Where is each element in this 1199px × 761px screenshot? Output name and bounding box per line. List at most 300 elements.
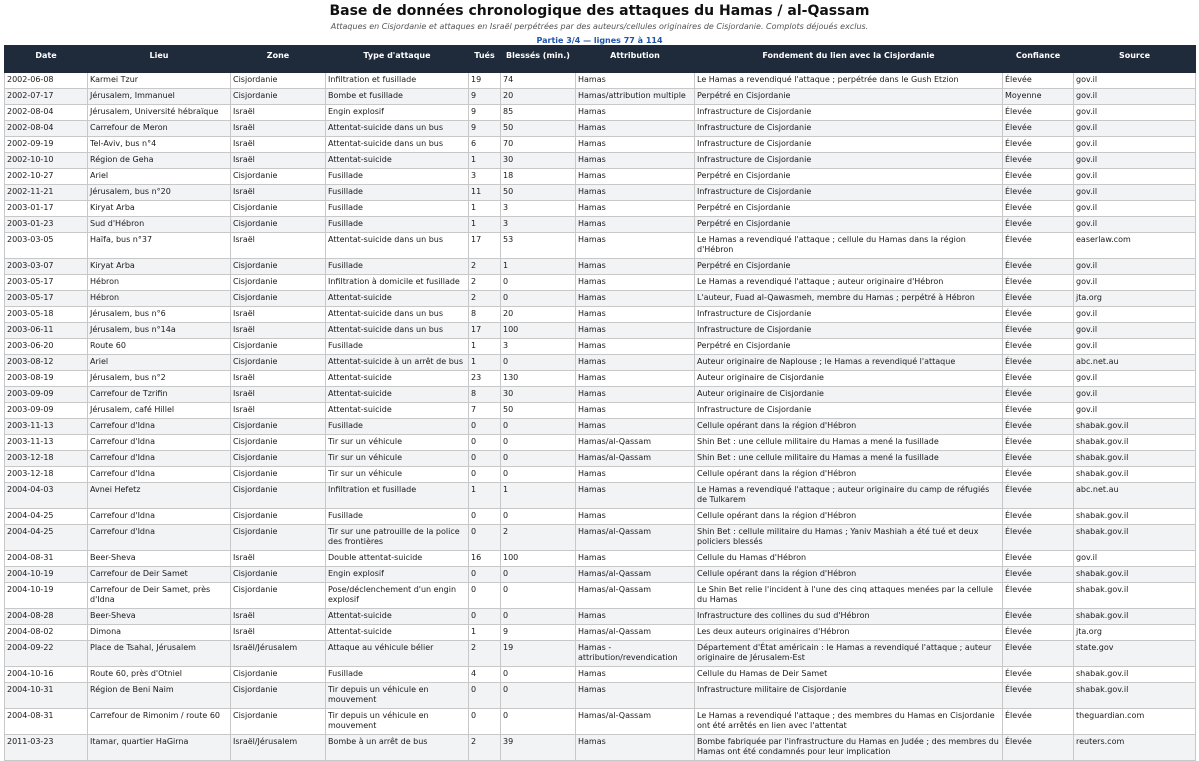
cell-date: 2002-08-04 [5, 121, 88, 137]
cell-attribution: Hamas [576, 105, 695, 121]
cell-zone: Cisjordanie [231, 339, 326, 355]
cell-fondement: Le Shin Bet relie l'incident à l'une des cinq attaques menées par la cellule du Hamas [695, 583, 1003, 609]
cell-type-attaque: Infiltration à domicile et fusillade [326, 275, 469, 291]
cell-blesses: 20 [501, 89, 576, 105]
cell-zone: Cisjordanie [231, 583, 326, 609]
cell-lieu: Carrefour de Deir Samet, près d'Idna [88, 583, 231, 609]
cell-blesses: 53 [501, 233, 576, 259]
table-row [5, 307, 1196, 323]
cell-tues: 0 [469, 683, 501, 709]
cell-fondement: Les deux auteurs originaires d'Hébron [695, 625, 1003, 641]
table-row [5, 339, 1196, 355]
column-header-source: Source [1074, 46, 1196, 73]
cell-fondement: Infrastructure de Cisjordanie [695, 121, 1003, 137]
table-row [5, 185, 1196, 201]
cell-attribution: Hamas/attribution multiple [576, 89, 695, 105]
cell-confiance: Élevée [1003, 217, 1074, 233]
attacks-table-container [4, 45, 1195, 761]
cell-attribution: Hamas [576, 483, 695, 509]
cell-source: abc.net.au [1074, 483, 1196, 509]
cell-fondement: Auteur originaire de Cisjordanie [695, 371, 1003, 387]
cell-source: shabak.gov.il [1074, 667, 1196, 683]
table-row [5, 451, 1196, 467]
column-header-fondement: Fondement du lien avec la Cisjordanie [695, 46, 1003, 73]
cell-attribution: Hamas - attribution/revendication [576, 641, 695, 667]
cell-date: 2004-10-31 [5, 683, 88, 709]
cell-tues: 0 [469, 567, 501, 583]
cell-source: gov.il [1074, 137, 1196, 153]
cell-type-attaque: Fusillade [326, 169, 469, 185]
cell-date: 2003-01-17 [5, 201, 88, 217]
cell-confiance: Élevée [1003, 709, 1074, 735]
cell-lieu: Ariel [88, 169, 231, 185]
cell-zone: Cisjordanie [231, 73, 326, 89]
column-header-confiance: Confiance [1003, 46, 1074, 73]
table-row [5, 169, 1196, 185]
cell-source: state.gov [1074, 641, 1196, 667]
cell-type-attaque: Attentat-suicide [326, 371, 469, 387]
cell-type-attaque: Tir sur un véhicule [326, 467, 469, 483]
cell-blesses: 0 [501, 683, 576, 709]
table-row [5, 641, 1196, 667]
cell-tues: 9 [469, 105, 501, 121]
cell-lieu: Kiryat Arba [88, 259, 231, 275]
cell-tues: 2 [469, 641, 501, 667]
cell-fondement: Perpétré en Cisjordanie [695, 259, 1003, 275]
cell-fondement: Infrastructure de Cisjordanie [695, 403, 1003, 419]
cell-date: 2003-03-07 [5, 259, 88, 275]
cell-lieu: Carrefour de Meron [88, 121, 231, 137]
cell-zone: Cisjordanie [231, 509, 326, 525]
cell-source: gov.il [1074, 307, 1196, 323]
cell-date: 2002-08-04 [5, 105, 88, 121]
cell-date: 2011-03-23 [5, 735, 88, 761]
cell-zone: Cisjordanie [231, 201, 326, 217]
cell-source: gov.il [1074, 89, 1196, 105]
cell-type-attaque: Fusillade [326, 217, 469, 233]
cell-date: 2004-09-22 [5, 641, 88, 667]
cell-type-attaque: Attaque au véhicule bélier [326, 641, 469, 667]
cell-tues: 16 [469, 551, 501, 567]
cell-attribution: Hamas [576, 169, 695, 185]
cell-source: abc.net.au [1074, 355, 1196, 371]
cell-type-attaque: Pose/déclenchement d'un engin explosif [326, 583, 469, 609]
cell-type-attaque: Attentat-suicide [326, 403, 469, 419]
cell-attribution: Hamas [576, 551, 695, 567]
cell-type-attaque: Attentat-suicide dans un bus [326, 307, 469, 323]
table-row [5, 667, 1196, 683]
table-row [5, 121, 1196, 137]
cell-blesses: 3 [501, 217, 576, 233]
cell-confiance: Élevée [1003, 323, 1074, 339]
cell-type-attaque: Attentat-suicide dans un bus [326, 233, 469, 259]
cell-lieu: Région de Geha [88, 153, 231, 169]
cell-zone: Cisjordanie [231, 291, 326, 307]
cell-source: jta.org [1074, 291, 1196, 307]
cell-lieu: Région de Beni Naim [88, 683, 231, 709]
cell-zone: Cisjordanie [231, 419, 326, 435]
cell-fondement: Infrastructure militaire de Cisjordanie [695, 683, 1003, 709]
cell-tues: 2 [469, 735, 501, 761]
cell-type-attaque: Fusillade [326, 201, 469, 217]
cell-blesses: 0 [501, 609, 576, 625]
cell-confiance: Élevée [1003, 185, 1074, 201]
cell-type-attaque: Attentat-suicide [326, 291, 469, 307]
cell-type-attaque: Fusillade [326, 509, 469, 525]
cell-tues: 8 [469, 387, 501, 403]
cell-zone: Cisjordanie [231, 435, 326, 451]
cell-lieu: Carrefour d'Idna [88, 419, 231, 435]
cell-zone: Cisjordanie [231, 259, 326, 275]
cell-lieu: Carrefour d'Idna [88, 467, 231, 483]
page-subtitle: Attaques en Cisjordanie et attaques en Israël perpétrées par des auteurs/cellules originaires de Cisjordanie. Complots déjoués exclus. [330, 22, 869, 31]
cell-tues: 1 [469, 355, 501, 371]
cell-zone: Israël [231, 185, 326, 201]
cell-attribution: Hamas/al-Qassam [576, 525, 695, 551]
cell-confiance: Élevée [1003, 355, 1074, 371]
cell-date: 2004-10-16 [5, 667, 88, 683]
cell-confiance: Élevée [1003, 201, 1074, 217]
cell-zone: Cisjordanie [231, 667, 326, 683]
cell-type-attaque: Infiltration et fusillade [326, 73, 469, 89]
cell-tues: 2 [469, 291, 501, 307]
cell-fondement: Infrastructure des collines du sud d'Hébron [695, 609, 1003, 625]
cell-fondement: Shin Bet : cellule militaire du Hamas ; Yaniv Mashiah a été tué et deux policiers blessés [695, 525, 1003, 551]
cell-zone: Israël [231, 233, 326, 259]
cell-source: shabak.gov.il [1074, 435, 1196, 451]
cell-fondement: Cellule du Hamas de Deir Samet [695, 667, 1003, 683]
cell-date: 2002-10-10 [5, 153, 88, 169]
cell-source: gov.il [1074, 387, 1196, 403]
cell-zone: Cisjordanie [231, 709, 326, 735]
cell-tues: 23 [469, 371, 501, 387]
cell-attribution: Hamas [576, 217, 695, 233]
cell-zone: Israël [231, 121, 326, 137]
cell-type-attaque: Fusillade [326, 419, 469, 435]
cell-tues: 1 [469, 217, 501, 233]
cell-tues: 2 [469, 259, 501, 275]
cell-blesses: 2 [501, 525, 576, 551]
cell-fondement: Le Hamas a revendiqué l'attaque ; auteur originaire d'Hébron [695, 275, 1003, 291]
cell-attribution: Hamas [576, 73, 695, 89]
cell-tues: 1 [469, 483, 501, 509]
cell-attribution: Hamas [576, 323, 695, 339]
cell-confiance: Élevée [1003, 625, 1074, 641]
cell-blesses: 18 [501, 169, 576, 185]
column-header-zone: Zone [231, 46, 326, 73]
cell-date: 2003-01-23 [5, 217, 88, 233]
cell-attribution: Hamas/al-Qassam [576, 451, 695, 467]
cell-confiance: Élevée [1003, 483, 1074, 509]
cell-confiance: Élevée [1003, 121, 1074, 137]
column-header-date: Date [5, 46, 88, 73]
cell-attribution: Hamas [576, 275, 695, 291]
cell-source: gov.il [1074, 371, 1196, 387]
cell-date: 2003-09-09 [5, 403, 88, 419]
cell-tues: 0 [469, 419, 501, 435]
cell-zone: Cisjordanie [231, 567, 326, 583]
cell-confiance: Élevée [1003, 667, 1074, 683]
cell-lieu: Route 60, près d'Otniel [88, 667, 231, 683]
cell-source: gov.il [1074, 403, 1196, 419]
cell-tues: 1 [469, 339, 501, 355]
cell-zone: Cisjordanie [231, 275, 326, 291]
cell-zone: Cisjordanie [231, 451, 326, 467]
cell-attribution: Hamas [576, 307, 695, 323]
cell-lieu: Carrefour d'Idna [88, 525, 231, 551]
cell-blesses: 0 [501, 467, 576, 483]
cell-type-attaque: Bombe à un arrêt de bus [326, 735, 469, 761]
cell-lieu: Haïfa, bus n°37 [88, 233, 231, 259]
cell-blesses: 100 [501, 323, 576, 339]
cell-confiance: Élevée [1003, 105, 1074, 121]
cell-date: 2003-12-18 [5, 451, 88, 467]
table-row [5, 259, 1196, 275]
cell-fondement: Auteur originaire de Naplouse ; le Hamas a revendiqué l'attaque [695, 355, 1003, 371]
cell-fondement: Le Hamas a revendiqué l'attaque ; auteur originaire du camp de réfugiés de Tulkarem [695, 483, 1003, 509]
table-row [5, 483, 1196, 509]
column-header-lieu: Lieu [88, 46, 231, 73]
cell-blesses: 0 [501, 435, 576, 451]
table-row [5, 509, 1196, 525]
cell-blesses: 0 [501, 355, 576, 371]
cell-attribution: Hamas [576, 403, 695, 419]
cell-lieu: Itamar, quartier HaGirna [88, 735, 231, 761]
table-row [5, 467, 1196, 483]
cell-source: reuters.com [1074, 735, 1196, 761]
cell-confiance: Élevée [1003, 583, 1074, 609]
cell-fondement: Auteur originaire de Cisjordanie [695, 387, 1003, 403]
cell-confiance: Élevée [1003, 609, 1074, 625]
cell-lieu: Route 60 [88, 339, 231, 355]
table-row [5, 371, 1196, 387]
table-row [5, 709, 1196, 735]
cell-source: shabak.gov.il [1074, 509, 1196, 525]
cell-tues: 6 [469, 137, 501, 153]
cell-attribution: Hamas/al-Qassam [576, 583, 695, 609]
cell-fondement: Perpétré en Cisjordanie [695, 169, 1003, 185]
cell-type-attaque: Bombe et fusillade [326, 89, 469, 105]
table-row [5, 609, 1196, 625]
cell-blesses: 70 [501, 137, 576, 153]
cell-source: shabak.gov.il [1074, 451, 1196, 467]
cell-blesses: 0 [501, 275, 576, 291]
cell-fondement: Infrastructure de Cisjordanie [695, 307, 1003, 323]
cell-tues: 0 [469, 609, 501, 625]
cell-type-attaque: Attentat-suicide [326, 625, 469, 641]
cell-date: 2003-09-09 [5, 387, 88, 403]
cell-date: 2003-06-11 [5, 323, 88, 339]
cell-zone: Cisjordanie [231, 483, 326, 509]
cell-date: 2003-12-18 [5, 467, 88, 483]
cell-fondement: Cellule opérant dans la région d'Hébron [695, 509, 1003, 525]
cell-lieu: Carrefour de Rimonim / route 60 [88, 709, 231, 735]
cell-fondement: Cellule opérant dans la région d'Hébron [695, 467, 1003, 483]
cell-blesses: 0 [501, 667, 576, 683]
report-header [0, 0, 1199, 46]
cell-date: 2003-05-18 [5, 307, 88, 323]
cell-lieu: Sud d'Hébron [88, 217, 231, 233]
cell-fondement: Département d'État américain : le Hamas a revendiqué l'attaque ; auteur originaire de Jérusalem-Est [695, 641, 1003, 667]
cell-lieu: Tel-Aviv, bus n°4 [88, 137, 231, 153]
cell-attribution: Hamas [576, 467, 695, 483]
cell-source: shabak.gov.il [1074, 525, 1196, 551]
cell-type-attaque: Engin explosif [326, 105, 469, 121]
table-row [5, 201, 1196, 217]
cell-date: 2004-04-25 [5, 509, 88, 525]
cell-tues: 9 [469, 121, 501, 137]
cell-confiance: Élevée [1003, 169, 1074, 185]
cell-lieu: Avnei Hefetz [88, 483, 231, 509]
column-header-blesses: Blessés (min.) [501, 46, 576, 73]
cell-tues: 7 [469, 403, 501, 419]
table-body [5, 73, 1196, 761]
table-row [5, 735, 1196, 761]
cell-lieu: Place de Tsahal, Jérusalem [88, 641, 231, 667]
cell-blesses: 3 [501, 201, 576, 217]
cell-attribution: Hamas [576, 387, 695, 403]
table-header-row [5, 46, 1196, 73]
cell-source: gov.il [1074, 201, 1196, 217]
table-row [5, 683, 1196, 709]
cell-tues: 1 [469, 153, 501, 169]
attacks-table [4, 45, 1196, 761]
cell-confiance: Élevée [1003, 735, 1074, 761]
cell-blesses: 0 [501, 419, 576, 435]
cell-type-attaque: Attentat-suicide dans un bus [326, 323, 469, 339]
cell-date: 2003-06-20 [5, 339, 88, 355]
cell-tues: 1 [469, 625, 501, 641]
cell-date: 2002-06-08 [5, 73, 88, 89]
cell-type-attaque: Tir sur une patrouille de la police des frontières [326, 525, 469, 551]
cell-blesses: 0 [501, 509, 576, 525]
cell-confiance: Élevée [1003, 275, 1074, 291]
cell-date: 2003-05-17 [5, 275, 88, 291]
cell-lieu: Carrefour de Deir Samet [88, 567, 231, 583]
cell-source: jta.org [1074, 625, 1196, 641]
cell-blesses: 9 [501, 625, 576, 641]
cell-fondement: Perpétré en Cisjordanie [695, 201, 1003, 217]
table-row [5, 105, 1196, 121]
cell-confiance: Élevée [1003, 641, 1074, 667]
cell-confiance: Élevée [1003, 137, 1074, 153]
cell-zone: Israël [231, 609, 326, 625]
cell-confiance: Élevée [1003, 339, 1074, 355]
cell-fondement: Infrastructure de Cisjordanie [695, 153, 1003, 169]
cell-blesses: 85 [501, 105, 576, 121]
cell-lieu: Carrefour d'Idna [88, 451, 231, 467]
cell-fondement: Le Hamas a revendiqué l'attaque ; des membres du Hamas en Cisjordanie ont été arrêtés en lien avec l'attentat [695, 709, 1003, 735]
cell-source: gov.il [1074, 217, 1196, 233]
cell-tues: 0 [469, 467, 501, 483]
cell-tues: 1 [469, 201, 501, 217]
table-row [5, 233, 1196, 259]
cell-date: 2003-08-19 [5, 371, 88, 387]
cell-attribution: Hamas [576, 259, 695, 275]
cell-source: easerlaw.com [1074, 233, 1196, 259]
cell-tues: 17 [469, 233, 501, 259]
cell-lieu: Hébron [88, 275, 231, 291]
cell-date: 2003-11-13 [5, 435, 88, 451]
cell-fondement: Bombe fabriquée par l'infrastructure du Hamas en Judée ; des membres du Hamas ont été condamnés pour leur implication [695, 735, 1003, 761]
cell-type-attaque: Double attentat-suicide [326, 551, 469, 567]
cell-confiance: Moyenne [1003, 89, 1074, 105]
cell-lieu: Beer-Sheva [88, 609, 231, 625]
cell-date: 2002-07-17 [5, 89, 88, 105]
cell-date: 2003-05-17 [5, 291, 88, 307]
cell-tues: 0 [469, 435, 501, 451]
cell-attribution: Hamas [576, 291, 695, 307]
cell-attribution: Hamas/al-Qassam [576, 625, 695, 641]
cell-attribution: Hamas [576, 683, 695, 709]
cell-blesses: 39 [501, 735, 576, 761]
cell-source: gov.il [1074, 153, 1196, 169]
cell-confiance: Élevée [1003, 403, 1074, 419]
cell-tues: 2 [469, 275, 501, 291]
cell-attribution: Hamas [576, 185, 695, 201]
cell-type-attaque: Attentat-suicide [326, 387, 469, 403]
column-header-tues: Tués [469, 46, 501, 73]
cell-date: 2004-08-31 [5, 709, 88, 735]
cell-zone: Israël [231, 153, 326, 169]
cell-zone: Israël [231, 403, 326, 419]
cell-fondement: Perpétré en Cisjordanie [695, 217, 1003, 233]
cell-attribution: Hamas/al-Qassam [576, 567, 695, 583]
cell-lieu: Carrefour d'Idna [88, 435, 231, 451]
cell-date: 2004-08-31 [5, 551, 88, 567]
table-row [5, 323, 1196, 339]
cell-blesses: 1 [501, 483, 576, 509]
cell-zone: Cisjordanie [231, 89, 326, 105]
cell-tues: 17 [469, 323, 501, 339]
cell-confiance: Élevée [1003, 291, 1074, 307]
cell-blesses: 50 [501, 185, 576, 201]
cell-tues: 19 [469, 73, 501, 89]
cell-source: shabak.gov.il [1074, 683, 1196, 709]
cell-fondement: Perpétré en Cisjordanie [695, 89, 1003, 105]
cell-attribution: Hamas [576, 121, 695, 137]
cell-attribution: Hamas [576, 735, 695, 761]
cell-date: 2004-10-19 [5, 567, 88, 583]
cell-lieu: Jérusalem, bus n°20 [88, 185, 231, 201]
cell-date: 2004-08-28 [5, 609, 88, 625]
cell-type-attaque: Tir depuis un véhicule en mouvement [326, 683, 469, 709]
table-row [5, 435, 1196, 451]
cell-blesses: 3 [501, 339, 576, 355]
cell-zone: Cisjordanie [231, 169, 326, 185]
cell-confiance: Élevée [1003, 509, 1074, 525]
cell-type-attaque: Attentat-suicide [326, 153, 469, 169]
table-row [5, 73, 1196, 89]
cell-type-attaque: Tir sur un véhicule [326, 435, 469, 451]
table-row [5, 275, 1196, 291]
cell-tues: 4 [469, 667, 501, 683]
cell-attribution: Hamas [576, 371, 695, 387]
cell-blesses: 50 [501, 121, 576, 137]
cell-zone: Cisjordanie [231, 217, 326, 233]
cell-tues: 3 [469, 169, 501, 185]
cell-fondement: Infrastructure de Cisjordanie [695, 185, 1003, 201]
cell-date: 2003-08-12 [5, 355, 88, 371]
cell-blesses: 30 [501, 153, 576, 169]
cell-fondement: Cellule opérant dans la région d'Hébron [695, 419, 1003, 435]
cell-lieu: Jérusalem, bus n°6 [88, 307, 231, 323]
cell-source: gov.il [1074, 323, 1196, 339]
cell-confiance: Élevée [1003, 233, 1074, 259]
cell-tues: 0 [469, 583, 501, 609]
cell-zone: Israël [231, 551, 326, 567]
cell-source: gov.il [1074, 185, 1196, 201]
